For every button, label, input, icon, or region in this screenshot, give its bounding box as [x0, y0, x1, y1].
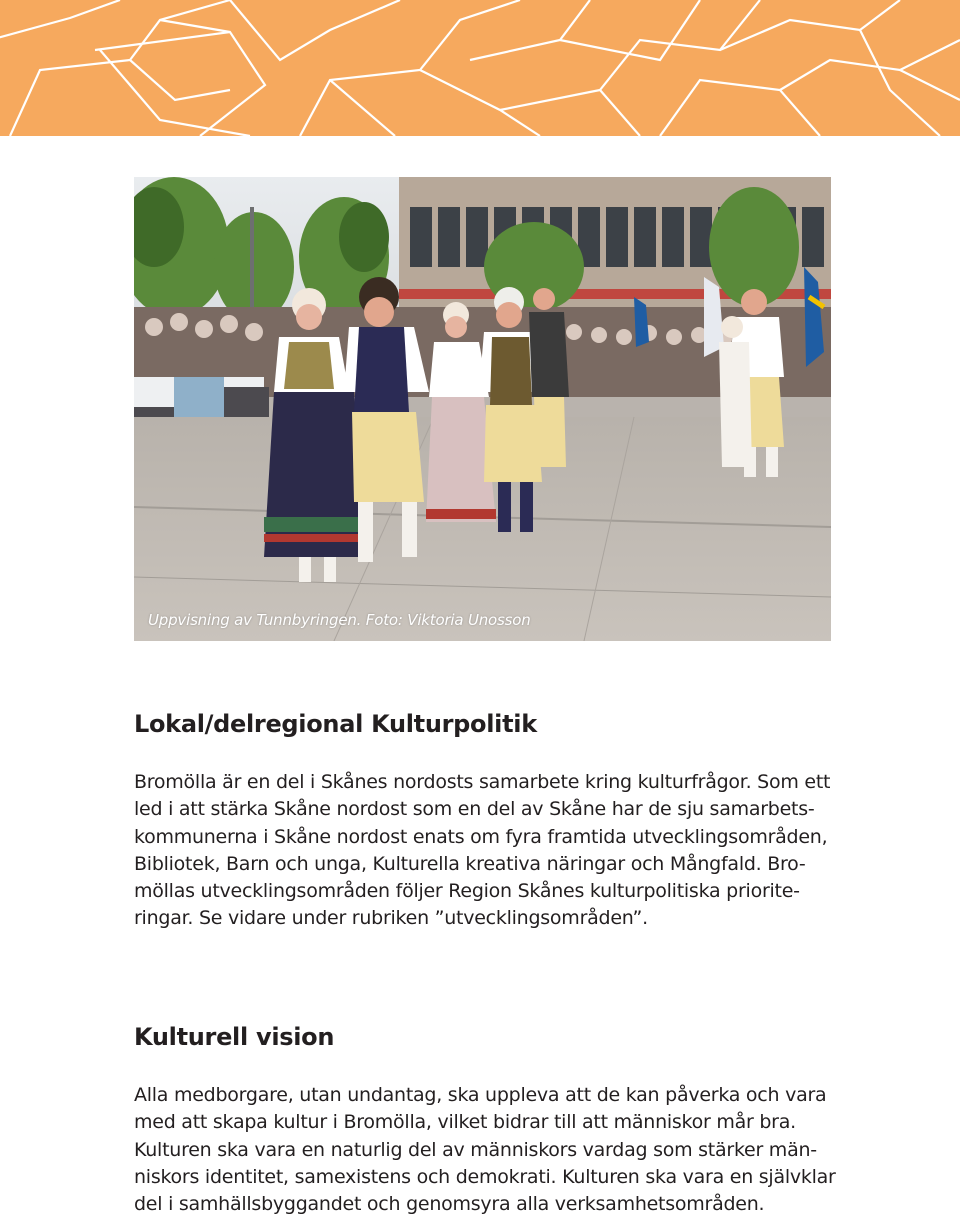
- paragraph-line: Bibliotek, Barn och unga, Kulturella kreativa näringar och Mångfald. Bro-: [134, 852, 806, 875]
- section-heading-vision: Kulturell vision: [134, 1023, 335, 1051]
- paragraph-line: niskors identitet, samexistens och demokrati. Kulturen ska vara en självklar: [134, 1165, 836, 1188]
- photo-caption: Uppvisning av Tunnbyringen. Foto: Viktoria Unosson: [148, 611, 531, 629]
- section-body-kulturpolitik: [134, 769, 834, 933]
- section-body-vision: [134, 1082, 834, 1218]
- folk-dance-photo: [134, 177, 831, 641]
- paragraph-line: led i att stärka Skåne nordost som en del av Skåne har de sju samarbets-: [134, 798, 815, 821]
- paragraph-line: del i samhällsbyggandet och genomsyra alla verksamhetsområden.: [134, 1193, 765, 1216]
- paragraph-line: ringar. Se vidare under rubriken ”utvecklingsområden”.: [134, 907, 648, 930]
- photo-illustration: [134, 177, 831, 641]
- paragraph-line: möllas utvecklingsområden följer Region Skånes kulturpolitiska priorite-: [134, 880, 800, 903]
- banner-pattern: [0, 0, 960, 136]
- paragraph-line: med att skapa kultur i Bromölla, vilket bidrar till att människor mår bra.: [134, 1111, 796, 1134]
- paragraph-line: Kulturen ska vara en naturlig del av människors vardag som stärker män-: [134, 1138, 817, 1161]
- paragraph-line: kommunerna i Skåne nordost enats om fyra framtida utvecklingsområden,: [134, 825, 828, 848]
- section-heading-kulturpolitik: Lokal/delregional Kulturpolitik: [134, 710, 537, 738]
- paragraph-line: Bromölla är en del i Skånes nordosts samarbete kring kulturfrågor. Som ett: [134, 771, 831, 793]
- paragraph-line: Alla medborgare, utan undantag, ska uppleva att de kan påverka och vara: [134, 1084, 827, 1106]
- decorative-banner: [0, 0, 960, 136]
